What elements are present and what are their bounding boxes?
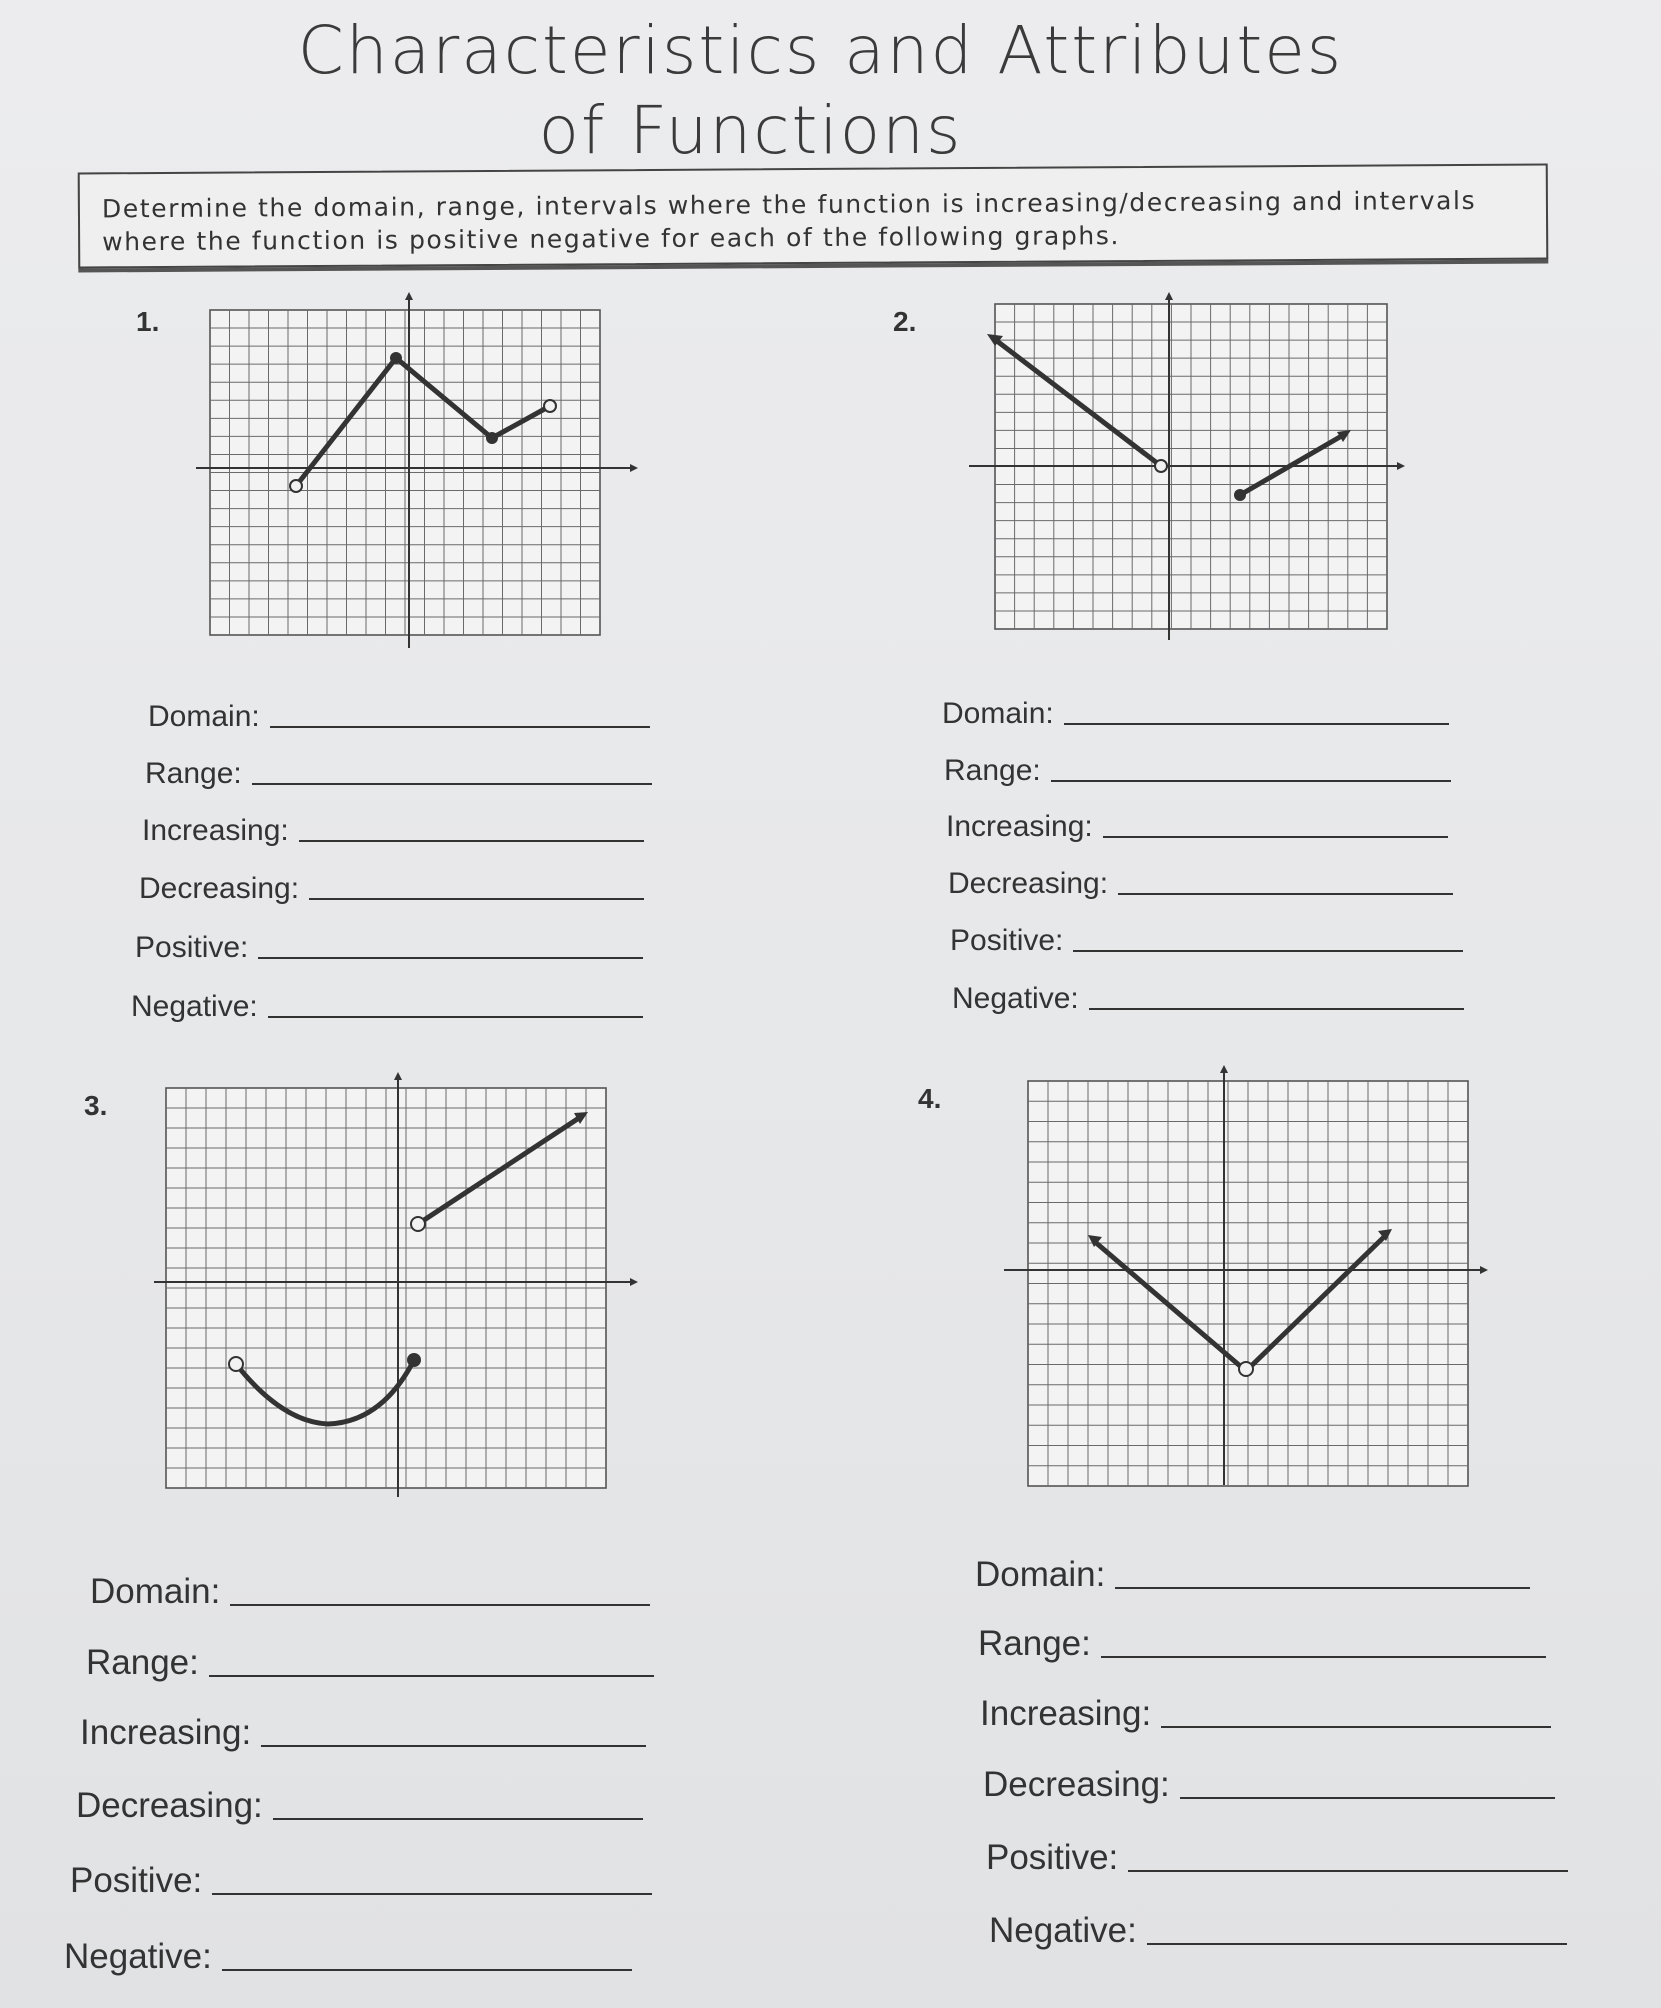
p1-positive (135, 931, 643, 965)
domain-label: Domain: (148, 700, 260, 733)
answer-line[interactable] (309, 896, 644, 900)
graph-4 (1000, 1065, 1490, 1495)
p4-range (978, 1624, 1546, 1664)
negative-label: Negative: (131, 990, 258, 1023)
closed-point (390, 352, 402, 364)
y-axis-arrow (394, 1072, 402, 1080)
answer-line[interactable] (1161, 1724, 1551, 1728)
instructions-box: Determine the domain, range, intervals where the function is increasing/decreasing and intervals where the function is positive negative for each of the following graphs. (78, 164, 1549, 269)
problem-number-2: 2. (893, 306, 917, 337)
answer-line[interactable] (222, 1967, 632, 1971)
open-endpoint (544, 400, 556, 412)
positive-label: Positive: (135, 931, 249, 964)
negative-label: Negative: (952, 982, 1079, 1015)
grid-3 (166, 1088, 606, 1488)
negative-label: Negative: (64, 1937, 212, 1976)
answer-line[interactable] (1073, 948, 1463, 952)
p2-positive (950, 924, 1463, 958)
p1-range (145, 757, 652, 791)
title-line-1: Characteristics and Attributes (297, 12, 1344, 89)
open-endpoint (229, 1357, 243, 1371)
answer-line[interactable] (1128, 1868, 1568, 1872)
decreasing-label: Decreasing: (948, 867, 1109, 900)
p4-domain (975, 1555, 1530, 1595)
x-axis-arrow (630, 1278, 638, 1286)
p3-increasing (80, 1713, 646, 1753)
range-label: Range: (86, 1643, 199, 1682)
open-endpoint (290, 480, 302, 492)
p4-negative (989, 1911, 1567, 1951)
answer-line[interactable] (1089, 1006, 1464, 1010)
x-axis-arrow (1397, 462, 1405, 470)
open-endpoint (1155, 460, 1167, 472)
negative-label: Negative: (989, 1911, 1137, 1950)
p2-range (944, 754, 1451, 788)
answer-line[interactable] (209, 1673, 654, 1677)
answer-line[interactable] (273, 1816, 643, 1820)
y-axis-arrow (1165, 292, 1173, 300)
positive-label: Positive: (950, 924, 1064, 957)
domain-label: Domain: (942, 697, 1054, 730)
increasing-label: Increasing: (946, 810, 1093, 843)
answer-line[interactable] (230, 1602, 650, 1606)
p3-negative (64, 1937, 632, 1977)
increasing-label: Increasing: (80, 1713, 252, 1752)
positive-label: Positive: (986, 1838, 1119, 1877)
closed-point (407, 1353, 421, 1367)
p1-decreasing (139, 872, 644, 906)
domain-label: Domain: (975, 1555, 1106, 1594)
problem-number-4: 4. (918, 1083, 942, 1114)
decreasing-label: Decreasing: (76, 1786, 263, 1825)
p2-negative (952, 982, 1464, 1016)
p3-decreasing (76, 1786, 643, 1826)
decreasing-label: Decreasing: (139, 872, 300, 905)
answer-line[interactable] (212, 1891, 652, 1895)
range-label: Range: (978, 1624, 1091, 1663)
range-label: Range: (145, 757, 242, 790)
answer-line[interactable] (1115, 1585, 1530, 1589)
graph-2 (965, 290, 1405, 650)
answer-line[interactable] (252, 781, 652, 785)
open-endpoint (411, 1217, 425, 1231)
decreasing-label: Decreasing: (983, 1765, 1170, 1804)
p3-range (86, 1643, 654, 1683)
p2-increasing (946, 810, 1448, 844)
x-axis-arrow (630, 464, 638, 472)
problem-number-3: 3. (84, 1090, 108, 1121)
p1-domain (148, 700, 650, 734)
answer-line[interactable] (1118, 891, 1453, 895)
increasing-label: Increasing: (142, 814, 289, 847)
answer-line[interactable] (1064, 721, 1449, 725)
p4-increasing (980, 1694, 1551, 1734)
answer-line[interactable] (268, 1014, 643, 1018)
y-axis-arrow (1220, 1065, 1228, 1073)
problem-number-1: 1. (136, 306, 160, 337)
domain-label: Domain: (90, 1572, 221, 1611)
answer-line[interactable] (1051, 778, 1451, 782)
answer-line[interactable] (1180, 1795, 1555, 1799)
open-vertex (1239, 1362, 1253, 1376)
p1-negative (131, 990, 643, 1024)
p3-domain (90, 1572, 650, 1612)
positive-label: Positive: (70, 1861, 203, 1900)
increasing-label: Increasing: (980, 1694, 1152, 1733)
p2-domain (942, 697, 1449, 731)
p1-increasing (142, 814, 644, 848)
p4-positive (986, 1838, 1568, 1878)
answer-line[interactable] (270, 724, 650, 728)
graph-1 (190, 290, 640, 650)
grid-1 (210, 310, 600, 635)
answer-line[interactable] (299, 838, 644, 842)
range-label: Range: (944, 754, 1041, 787)
answer-line[interactable] (1147, 1941, 1567, 1945)
x-axis-arrow (1480, 1266, 1488, 1274)
p3-positive (70, 1861, 652, 1901)
graph-3 (152, 1072, 642, 1512)
y-axis-arrow (405, 292, 413, 300)
title-line-2: of Functions (538, 92, 963, 169)
p2-decreasing (948, 867, 1453, 901)
p4-decreasing (983, 1765, 1555, 1805)
answer-line[interactable] (258, 955, 643, 959)
closed-point (486, 432, 498, 444)
closed-point (1234, 489, 1246, 501)
answer-line[interactable] (1103, 834, 1448, 838)
answer-line[interactable] (1101, 1654, 1546, 1658)
answer-line[interactable] (261, 1743, 646, 1747)
grid-4 (1028, 1081, 1468, 1486)
